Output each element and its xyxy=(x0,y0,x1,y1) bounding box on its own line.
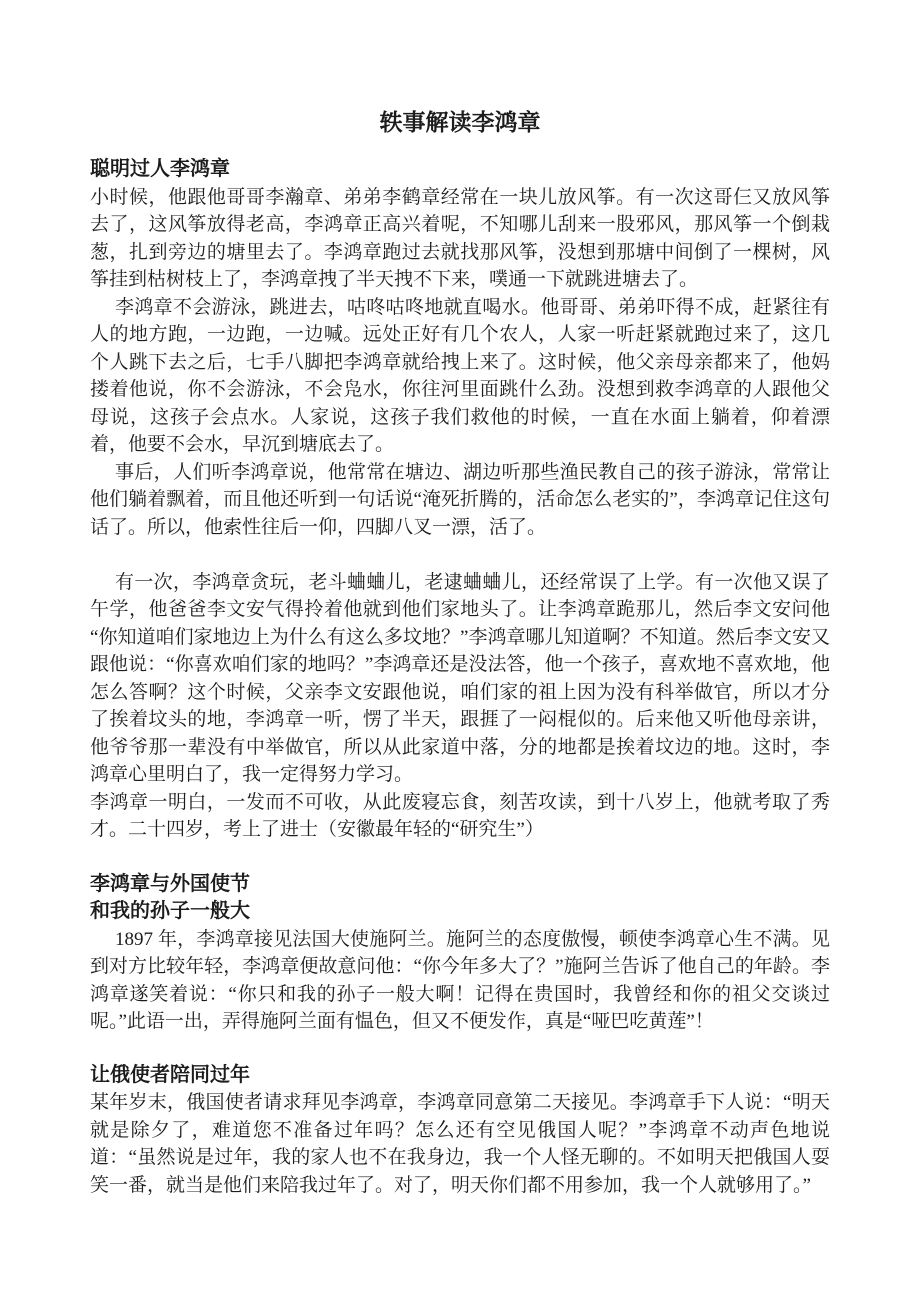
paragraph-kite-story: 小时候，他跟他哥哥李瀚章、弟弟李鹤章经常在一块儿放风筝。有一次这哥仨又放风筝去了，这风筝放得老高，李鸿章正高兴着呢，不知哪儿刮来一股邪风，那风筝一个倒栽葱，扎到旁边的塘里去了。李鸿章跑过去就找那风筝，没想到那塘中间倒了一棵树，风筝挂到枯树枝上了，李鸿章拽了半天拽不下来，噗通一下就跳进塘去了。 xyxy=(90,186,830,290)
paragraph-study-success: 李鸿章一明白，一发而不可收，从此废寝忘食，刻苦攻读，到十八岁上，他就考取了秀才。二十四岁，考上了进士（安徽最年轻的“研究生”） xyxy=(90,791,830,840)
document-title: 轶事解读李鸿章 xyxy=(379,110,541,135)
paragraph-french-ambassador: 1897 年，李鸿章接见法国大使施阿兰。施阿兰的态度傲慢，顿使李鸿章心生不满。见到对方比较年轻，李鸿章便故意问他：“你今年多大了？”施阿兰告诉了他自己的年龄。李鸿章遂笑着说：“你只和我的孙子一般大啊！记得在贵国时，我曾经和你的祖父交谈过呢。”此语一出，弄得施阿兰面有愠色，但又不便发作，真是“哑巴吃黄莲”！ xyxy=(90,928,830,1032)
paragraph-father-lesson: 有一次，李鸿章贪玩，老斗蛐蛐儿，老逮蛐蛐儿，还经常误了上学。有一次他又误了午学，他爸爸李文安气得拎着他就到他们家地头了。让李鸿章跪那儿，然后李文安问他 “你知道咱们家地边上为什么有这么多坟地？”李鸿章哪儿知道啊？不知道。然后李文安又跟他说：“你喜欢咱们家的地吗？”李鸿章还是没法答，他一个孩子，喜欢地不喜欢地，他怎么答啊？这个时候，父亲李文安跟他说，咱们家的祖上因为没有科举做官，所以才分了挨着坟头的地，李鸿章一听，愣了半天，跟捱了一闷棍似的。后来他又听他母亲讲，他爷爷那一辈没有中举做官，所以从此家道中落，分的地都是挨着坟边的地。这时，李鸿章心里明白了，我一定得努力学习。 xyxy=(90,571,830,785)
paragraph-drowning-rescue: 李鸿章不会游泳，跳进去，咕咚咕咚地就直喝水。他哥哥、弟弟吓得不成，赶紧往有人的地方跑，一边跑，一边喊。远处正好有几个农人，人家一听赶紧就跑过来了，这几个人跳下去之后，七手八脚把李鸿章就给拽上来了。这时候，他父亲母亲都来了，他妈搂着他说，你不会游泳，不会凫水，你往河里面跳什么劲。没想到救李鸿章的人跟他父母说，这孩子会点水。人家说，这孩子我们救他的时候，一直在水面上躺着，仰着漂着，他要不会水，早沉到塘底去了。 xyxy=(90,296,830,455)
subsection-heading-grandson: 和我的孙子一般大 xyxy=(90,900,250,922)
paragraph-swimming-lesson: 事后，人们听李鸿章说，他常常在塘边、湖边听那些渔民教自己的孩子游泳，常常让他们躺着飘着，而且他还听到一句话说“淹死折腾的，活命怎么老实的”，李鸿章记住这句话了。所以，他索性往后一仰，四脚八叉一漂，活了。 xyxy=(90,461,830,538)
paragraph-russian-new-year: 某年岁末，俄国使者请求拜见李鸿章，李鸿章同意第二天接见。李鸿章手下人说：“明天就是除夕了，难道您不准备过年吗？怎么还有空见俄国人呢？”李鸿章不动声色地说道：“虽然说是过年，我的家人也不在我身边，我一个人怪无聊的。不如明天把俄国人耍笑一番，就当是他们来陪我过年了。对了，明天你们都不用参加，我一个人就够用了。” xyxy=(90,1092,830,1196)
subsection-heading-russian-envoy: 让俄使者陪同过年 xyxy=(90,1063,250,1086)
section-heading-cleverness: 聪明过人李鸿章 xyxy=(90,158,230,180)
section-cleverness xyxy=(90,156,830,844)
section-heading-foreign-envoys: 李鸿章与外国使节 xyxy=(90,872,250,895)
section-foreign-envoys xyxy=(90,871,830,1200)
